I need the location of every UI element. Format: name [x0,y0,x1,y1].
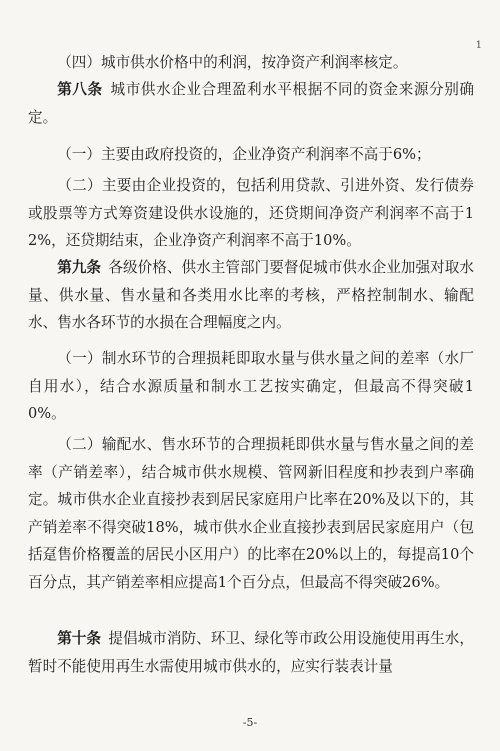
paragraph-text: （二）输配水、售水环节的合理损耗即供水量与售水量之间的差率（产销差率），结合城市供水规模、管网新旧程度和抄表到户率确定。城市供水企业直接抄表到居民家庭用户比率在20%及以下的，其产销差率不得突破18%，城市供水企业直接抄表到居民家庭用户（包括趸售价格覆盖的居民小区用户）的比率在20%以上的，每提高10个百分点，其产销差率相应提高1个百分点，但最高不得突破26%。 [28,436,474,591]
paragraph-article-7-item-4 [28,49,474,77]
paragraph-article-9 [28,254,474,337]
article-heading: 第九条 [57,259,102,276]
paragraph-text: 城市供水企业合理盈利水平根据不同的资金来源分别确定。 [28,81,474,126]
paragraph-text: （一）主要由政府投资的，企业净资产利润率不高于6%； [57,146,431,163]
paragraph-article-8-item-2 [28,172,474,255]
paragraph-article-9-item-2 [28,431,474,596]
paragraph-article-8-item-1 [28,141,474,169]
margin-mark: 1 [475,40,482,51]
paragraph-article-9-item-1 [28,345,474,428]
paragraph-text: 各级价格、供水主管部门要督促城市供水企业加强对取水量、供水量、售水量和各类用水比率的考核，严格控制制水、输配水、售水各环节的水损在合理幅度之内。 [28,259,474,331]
article-heading: 第十条 [57,630,102,647]
article-heading: 第八条 [57,81,103,98]
paragraph-article-8 [28,76,474,131]
paragraph-text: （二）主要由企业投资的，包括利用贷款、引进外资、发行债券或股票等方式筹资建设供水设施的，还贷期间净资产利润率不高于12%，还贷期结束，企业净资产利润率不高于10%。 [28,177,474,249]
paragraph-article-10 [28,625,474,680]
page-number: -5- [242,716,258,729]
paragraph-text: 提倡城市消防、环卫、绿化等市政公用设施使用再生水，暂时不能使用再生水需使用城市供水的，应实行装表计量 [28,630,474,675]
paragraph-text: （一）制水环节的合理损耗即取水量与供水量之间的差率（水厂自用水），结合水源质量和制水工艺按实确定，但最高不得突破10%。 [28,350,474,422]
paragraph-text: （四）城市供水价格中的利润，按净资产利润率核定。 [57,54,408,71]
